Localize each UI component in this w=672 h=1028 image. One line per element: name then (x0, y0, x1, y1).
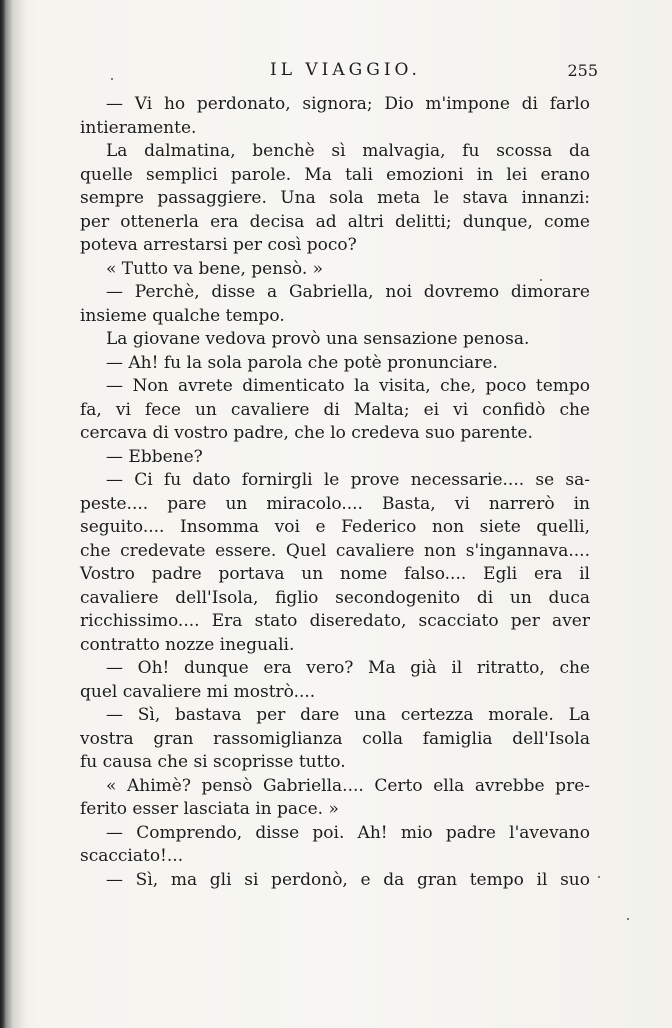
text-line: che credevate essere. Quel cavaliere non s'ingannava.... (80, 540, 590, 561)
text-line: — Oh! dunque era vero? Ma già il ritratto, che (106, 658, 590, 678)
text-line: vostra gran rassomiglianza colla famiglia dell'Isola (80, 728, 590, 749)
text-line: intieramente. (80, 117, 197, 138)
running-title: IL VIAGGIO. (270, 60, 421, 80)
print-speck (627, 918, 629, 920)
text-line: — Sì, ma gli si perdonò, e da gran tempo il suo (106, 869, 590, 890)
text-line: ricchissimo.... Era stato diseredato, scacciato per aver (80, 611, 590, 631)
text-line: — Vi ho perdonato, signora; Dio m'impone di farlo (106, 94, 590, 114)
text-line: contratto nozze ineguali. (80, 634, 295, 655)
text-line: seguito.... Insomma voi e Federico non siete quelli, (80, 517, 590, 537)
text-line: cavaliere dell'Isola, figlio secondogenito di un duca (80, 587, 590, 608)
text-line: scacciato!... (80, 846, 184, 866)
text-line: La dalmatina, benchè sì malvagia, fu scossa da (106, 141, 590, 161)
text-line: peste.... pare un miracolo.... Basta, vi narrerò in (80, 493, 590, 514)
text-line: « Ahimè? pensò Gabriella.... Certo ella avrebbe pre- (106, 775, 590, 796)
print-speck (598, 876, 600, 878)
text-line: Vostro padre portava un nome falso.... Egli era il (80, 564, 590, 584)
print-speck (540, 279, 542, 281)
page-header (80, 60, 600, 86)
page-number: 255 (567, 61, 598, 80)
text-line: quel cavaliere mi mostrò.... (80, 681, 316, 702)
text-line: — Non avrete dimenticato la visita, che, poco tempo (106, 376, 590, 396)
text-line: — Ebbene? (106, 446, 203, 467)
text-line: — Comprendo, disse poi. Ah! mio padre l'avevano (106, 822, 590, 843)
text-line: sempre passaggiere. Una sola meta le stava innanzi: (80, 188, 590, 208)
text-line: — Sì, bastava per dare una certezza morale. La (106, 705, 590, 725)
text-line: « Tutto va bene, pensò. » (106, 258, 324, 279)
text-line: ferito esser lasciata in pace. » (80, 799, 339, 819)
text-line: poteva arrestarsi per così poco? (80, 235, 357, 255)
text-line: — Perchè, disse a Gabriella, noi dovremo dimorare (106, 282, 590, 302)
text-line: fa, vi fece un cavaliere di Malta; ei vi confidò che (80, 399, 590, 420)
text-line: insieme qualche tempo. (80, 305, 285, 326)
text-line: — Ci fu dato fornirgli le prove necessarie.... se sa- (106, 470, 590, 490)
text-line: fu causa che si scoprisse tutto. (80, 752, 346, 772)
page-binding-edge (0, 0, 26, 1028)
text-line: cercava di vostro padre, che lo credeva suo parente. (80, 423, 533, 443)
body-text (80, 93, 590, 892)
text-line: per ottenerla era decisa ad altri delitti; dunque, come (80, 211, 590, 232)
text-line: quelle semplici parole. Ma tali emozioni in lei erano (80, 164, 590, 185)
print-speck (111, 78, 113, 80)
text-line: — Ah! fu la sola parola che potè pronunciare. (106, 352, 498, 373)
text-line: La giovane vedova provò una sensazione penosa. (106, 329, 530, 349)
